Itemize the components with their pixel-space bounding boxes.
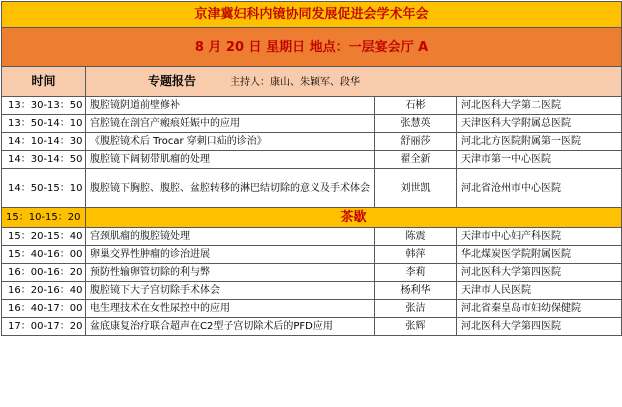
session-topic: 宫颈肌瘤的腹腔镜处理 xyxy=(86,228,375,246)
break-time: 15：10-15：20 xyxy=(2,208,86,228)
table-row xyxy=(2,133,622,151)
header-row xyxy=(2,67,622,97)
session-speaker: 韩萍 xyxy=(375,246,457,264)
session-time: 17：00-17：20 xyxy=(2,318,86,336)
session-topic: 腹腔镜下胸腔、腹腔、盆腔转移的淋巴结切除的意义及手术体会 xyxy=(86,169,375,208)
session-org: 河北省秦皇岛市妇幼保健院 xyxy=(457,300,622,318)
session-org: 河北北方医院附属第一医院 xyxy=(457,133,622,151)
session-time: 15：20-15：40 xyxy=(2,228,86,246)
session-time: 16：20-16：40 xyxy=(2,282,86,300)
table-row xyxy=(2,228,622,246)
table-row xyxy=(2,115,622,133)
session-org: 天津市人民医院 xyxy=(457,282,622,300)
session-topic: 腹腔镜下阔韧带肌瘤的处理 xyxy=(86,151,375,169)
table-row xyxy=(2,318,622,336)
session-org: 河北医科大学第二医院 xyxy=(457,97,622,115)
table-row xyxy=(2,169,622,208)
topic-header: 专题报告 xyxy=(148,73,197,88)
session-time: 15：40-16：00 xyxy=(2,246,86,264)
session-topic: 电生理技术在女性尿控中的应用 xyxy=(86,300,375,318)
session-time: 14：10-14：30 xyxy=(2,133,86,151)
session-topic: 腹腔镜阴道前壁修补 xyxy=(86,97,375,115)
session-topic: 盆底康复治疗联合超声在C2型子宫切除术后的PFD应用 xyxy=(86,318,375,336)
session-topic: 卵巢交界性肿瘤的诊治进展 xyxy=(86,246,375,264)
session-time: 14：50-15：10 xyxy=(2,169,86,208)
table-row xyxy=(2,300,622,318)
session-org: 河北医科大学第四医院 xyxy=(457,318,622,336)
session-org: 华北煤炭医学院附属医院 xyxy=(457,246,622,264)
session-speaker: 张慧英 xyxy=(375,115,457,133)
table-row xyxy=(2,264,622,282)
date-location: 8 月 20 日 星期日 地点：一层宴会厅 A xyxy=(2,28,622,67)
table-row xyxy=(2,151,622,169)
break-label: 茶歇 xyxy=(86,208,622,228)
session-org: 天津市中心妇产科医院 xyxy=(457,228,622,246)
session-topic: 预防性输卵管切除的利与弊 xyxy=(86,264,375,282)
session-speaker: 杨利华 xyxy=(375,282,457,300)
time-header: 时间 xyxy=(2,67,86,97)
host-names: 主持人：康山、朱颖军、段华 xyxy=(230,76,361,88)
session-time: 13：30-13：50 xyxy=(2,97,86,115)
session-speaker: 李莉 xyxy=(375,264,457,282)
session-speaker: 舒丽莎 xyxy=(375,133,457,151)
session-org: 河北省沧州市中心医院 xyxy=(457,169,622,208)
table-row xyxy=(2,246,622,264)
session-time: 16：40-17：00 xyxy=(2,300,86,318)
session-speaker: 陈震 xyxy=(375,228,457,246)
table-row xyxy=(2,97,622,115)
topic-header-cell xyxy=(86,67,622,97)
session-speaker: 张洁 xyxy=(375,300,457,318)
title-row xyxy=(2,2,622,28)
subtitle-row xyxy=(2,28,622,67)
session-org: 天津市第一中心医院 xyxy=(457,151,622,169)
session-time: 14：30-14：50 xyxy=(2,151,86,169)
schedule-sheet xyxy=(1,1,621,336)
break-row xyxy=(2,208,622,228)
session-org: 河北医科大学第四医院 xyxy=(457,264,622,282)
schedule-table xyxy=(1,1,622,336)
session-time: 13：50-14：10 xyxy=(2,115,86,133)
session-topic: 《腹腔镜术后 Trocar 穿刺口疝的诊治》 xyxy=(86,133,375,151)
session-speaker: 石彬 xyxy=(375,97,457,115)
session-topic: 宫腔镜在剖宫产瘢痕妊娠中的应用 xyxy=(86,115,375,133)
page-title: 京津冀妇科内镜协同发展促进会学术年会 xyxy=(2,2,622,28)
session-speaker: 翟全新 xyxy=(375,151,457,169)
session-speaker: 刘世凯 xyxy=(375,169,457,208)
session-time: 16：00-16：20 xyxy=(2,264,86,282)
session-org: 天津医科大学附属总医院 xyxy=(457,115,622,133)
session-speaker: 张辉 xyxy=(375,318,457,336)
table-row xyxy=(2,282,622,300)
session-topic: 腹腔镜下大子宫切除手术体会 xyxy=(86,282,375,300)
